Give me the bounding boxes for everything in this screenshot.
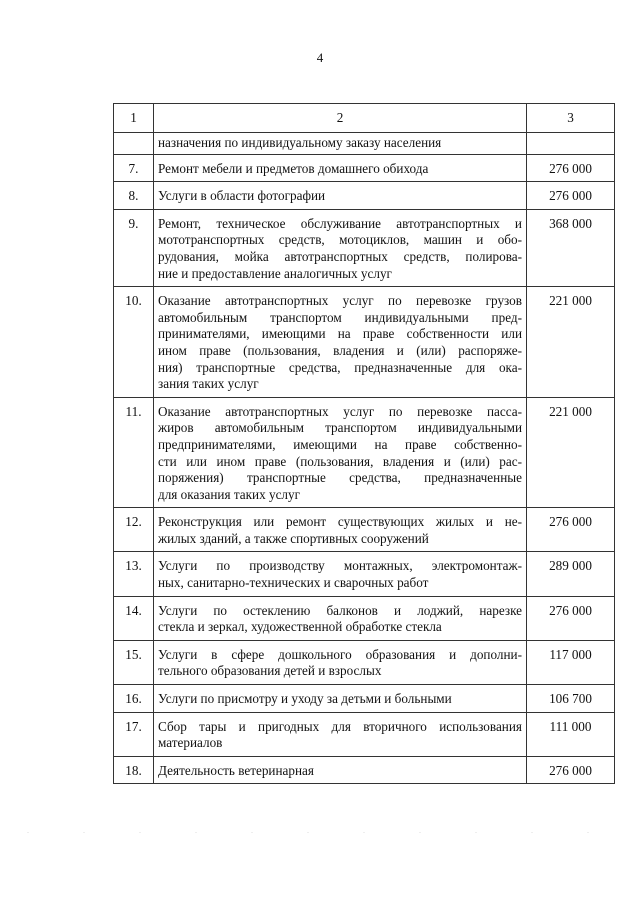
- table-row: [114, 154, 615, 182]
- row-number: 11.: [114, 397, 154, 508]
- row-number: 17.: [114, 712, 154, 756]
- description-line: тельного образования детей и взрослых: [158, 663, 382, 679]
- table-row: [114, 508, 615, 552]
- description-line: Ремонт, техническое обслуживание автотранспортных и: [158, 215, 522, 231]
- description-line: Реконструкция или ремонт существующих жилых и не-: [158, 514, 522, 530]
- table-row: [114, 287, 615, 398]
- services-table: [113, 103, 615, 784]
- description-line: стекла и зеркал, художественной обработке стекла: [158, 619, 442, 635]
- description-line: материалов: [158, 735, 223, 751]
- description-line: сти или ином праве (пользования, владения и (или) рас-: [158, 453, 522, 469]
- description-line: рудования, мойка автотранспортных средств, полирова-: [158, 248, 522, 264]
- description-line: ином праве (пользования, владения и (или) распоряже-: [158, 342, 522, 358]
- row-number: 14.: [114, 596, 154, 640]
- row-number: 15.: [114, 640, 154, 684]
- description-line: ния) транспортные средства, предназначенные для ока-: [158, 359, 522, 375]
- table-row: [114, 712, 615, 756]
- description-line: автомобильным транспортом индивидуальными пред-: [158, 309, 522, 325]
- description-line: для оказания таких услуг: [158, 486, 301, 502]
- description-line: Деятельность ветеринарная: [158, 762, 314, 778]
- description-line: поряжения) транспортные средства, предназначенные: [158, 470, 522, 486]
- description-line: Оказание автотранспортных услуг по перевозке пасса-: [158, 403, 522, 419]
- description-line: Ремонт мебели и предметов домашнего обихода: [158, 160, 429, 176]
- row-description: [154, 154, 527, 182]
- row-description: [154, 182, 527, 210]
- description-line: Оказание автотранспортных услуг по перевозке грузов: [158, 293, 522, 309]
- row-description: [154, 209, 527, 286]
- row-value: 111 000: [527, 712, 615, 756]
- table-row: [114, 209, 615, 286]
- table-row: [114, 756, 615, 784]
- description-line: жилых зданий, а также спортивных сооружений: [158, 530, 429, 546]
- row-number: 12.: [114, 508, 154, 552]
- header-col-3: 3: [527, 104, 615, 133]
- description-line: Услуги в области фотографии: [158, 188, 326, 204]
- row-description: [154, 756, 527, 784]
- row-number: 9.: [114, 209, 154, 286]
- description-line: Услуги в сфере дошкольного образования и дополни-: [158, 646, 522, 662]
- table-row: [114, 640, 615, 684]
- header-col-2: 2: [154, 104, 527, 133]
- row-number-cell: [114, 133, 154, 155]
- description-line: назначения по индивидуальному заказу населения: [158, 135, 442, 150]
- row-number: 10.: [114, 287, 154, 398]
- description-line: Услуги по присмотру и уходу за детьми и больными: [158, 691, 452, 707]
- row-number: 13.: [114, 552, 154, 596]
- description-line: Услуги по производству монтажных, электромонтаж-: [158, 558, 522, 574]
- scan-artifact-dots: [0, 832, 640, 833]
- row-value: 276 000: [527, 756, 615, 784]
- row-value: 221 000: [527, 397, 615, 508]
- page-number: 4: [316, 50, 324, 65]
- row-value: 368 000: [527, 209, 615, 286]
- description-line: мототранспортных средств, мотоциклов, машин и обо-: [158, 232, 522, 248]
- row-value: 276 000: [527, 154, 615, 182]
- row-description: [154, 640, 527, 684]
- description-line: зания таких услуг: [158, 376, 259, 392]
- row-description: [154, 685, 527, 713]
- row-description: [154, 397, 527, 508]
- table-row: [114, 685, 615, 713]
- continuation-row: [114, 133, 615, 155]
- row-value: 289 000: [527, 552, 615, 596]
- row-description: [154, 508, 527, 552]
- description-line: предпринимателями, имеющими на праве собственно-: [158, 436, 522, 452]
- row-value: 117 000: [527, 640, 615, 684]
- table-row: [114, 552, 615, 596]
- row-value: 276 000: [527, 508, 615, 552]
- description-line: ных, санитарно-технических и сварочных работ: [158, 575, 429, 591]
- description-line: жиров автомобильным транспортом индивидуальными: [158, 420, 522, 436]
- row-number: 18.: [114, 756, 154, 784]
- row-description: [154, 596, 527, 640]
- description-line: Услуги по остеклению балконов и лоджий, нарезке: [158, 602, 522, 618]
- row-description: [154, 712, 527, 756]
- row-value-cell: [527, 133, 615, 155]
- table-header-row: [114, 104, 615, 133]
- description-line: принимателями, имеющими на праве собственности или: [158, 326, 522, 342]
- row-number: 8.: [114, 182, 154, 210]
- description-line: Сбор тары и пригодных для вторичного использования: [158, 718, 522, 734]
- table-row: [114, 397, 615, 508]
- row-value: 221 000: [527, 287, 615, 398]
- header-col-1: 1: [114, 104, 154, 133]
- row-number: 16.: [114, 685, 154, 713]
- table-row: [114, 596, 615, 640]
- description-line: ние и предоставление аналогичных услуг: [158, 265, 392, 281]
- row-value: 276 000: [527, 182, 615, 210]
- row-number: 7.: [114, 154, 154, 182]
- table-row: [114, 182, 615, 210]
- row-description: [154, 552, 527, 596]
- row-description: [154, 133, 527, 155]
- row-value: 276 000: [527, 596, 615, 640]
- row-value: 106 700: [527, 685, 615, 713]
- row-description: [154, 287, 527, 398]
